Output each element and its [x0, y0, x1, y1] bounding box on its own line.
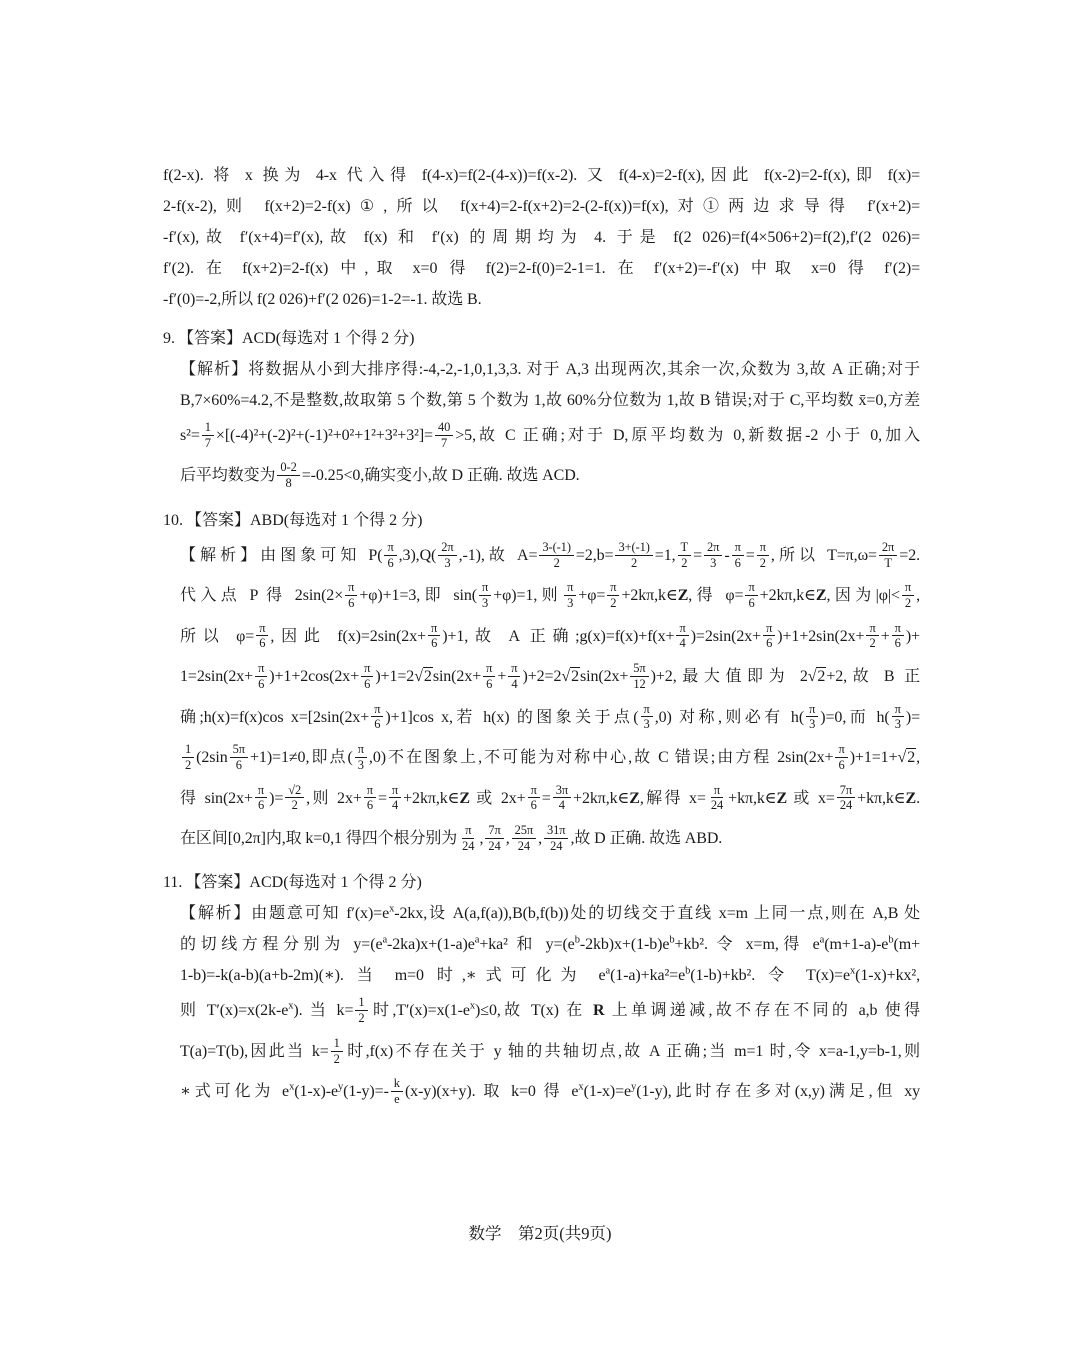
answer-heading: [163, 867, 920, 898]
fraction: $\frac{\pi}{3}$: [892, 702, 904, 732]
fraction: $\frac{k}{e}$: [391, 1076, 403, 1106]
solution-line: 代入点 P 得 2sin(2× $\frac{\pi}{6}$ +φ)+1=3,即 sin( $\frac{\pi}{3}$ +φ)=1,则 $\frac{\pi}{3}$ +φ= $\frac{\pi}{2}$ +2kπ,k∈Z,得 φ= $\frac{\pi}{6}$ +2kπ,k∈Z,因为|φ|< $\frac{\pi}{2}$ ,: [180, 580, 920, 611]
fraction: $\frac{1}{7}$: [202, 420, 214, 450]
sqrt: √2: [414, 668, 432, 686]
fraction: $\frac{0-2}{8}$: [277, 460, 299, 490]
answer-heading: [163, 323, 920, 354]
answer-text: 【答案】ACD(每选对 1 个得 2 分): [178, 330, 415, 347]
fraction: $\frac{\pi}{6}$: [483, 661, 495, 691]
sqrt: √2: [807, 668, 826, 686]
fraction: $\frac{\pi}{6}$: [892, 621, 904, 651]
solution-line: f′(2). 在 f(x+2)=2-f(x) 中,取 x=0 得 f(2)=2-f(0)=2-1=1. 在 f′(x+2)=-f′(x) 中取 x=0 得 f′(2)=: [163, 260, 920, 277]
fraction: $\frac{\pi}{6}$: [255, 783, 267, 813]
solution-line: 【解析】由题意可知 $f'(x)=e^x-2kx$,设 A(a,f(a)),B(b,f(b))处的切线交于直线 x=m 上同一点,则在 A,B 处: [180, 904, 920, 923]
solution-line: 则 $T'(x)=x(2k-e^x)$. 当 k= $\frac{1}{2}$ 时$,T'(x)=x(1-e^x)\le 0$,故 T(x) 在 R 上单调递减,故不存在不同的 a,b 使得: [180, 995, 920, 1026]
solution-line: f(2-x). 将 x 换为 4-x 代入得 f(4-x)=f(2-(4-x))=f(x-2). 又 f(4-x)=2-f(x),因此 f(x-2)=2-f(x),即 f(x)=: [163, 167, 920, 184]
fraction: $\frac{\pi}{6}$: [364, 783, 376, 813]
fraction: $\frac{\pi}{3}$: [355, 742, 367, 772]
fraction: $\frac{1}{2}$: [355, 995, 367, 1025]
fraction: $\frac{\pi}{24}$: [710, 782, 724, 813]
solution-line: 所以 φ= $\frac{\pi}{6}$ ,因此 f(x)=2sin(2x+ $\frac{\pi}{6}$ )+1,故 A 正确;g(x)=f(x)+f(x+ $\frac{\pi}{4}$ )=2sin(2x+ $\frac{\pi}{6}$ )+1+2sin(2x+ $\frac{\pi}{2}$ + $\frac{\pi}{6}$ )+: [180, 620, 920, 651]
fraction: $\frac{\pi}{6}$: [371, 702, 383, 732]
answer-heading: [163, 505, 920, 536]
fraction: $\frac{7\pi}{24}$: [837, 783, 855, 813]
fraction: $\frac{\pi}{6}$: [361, 661, 373, 691]
answer-block-q9: [163, 323, 920, 497]
fraction: $\frac{\pi}{4}$: [508, 661, 520, 691]
fraction: $\frac{√2}{2}$: [285, 783, 304, 813]
fraction: $\frac{\pi}{6}$: [528, 783, 540, 813]
fraction: $\frac{\pi}{2}$: [607, 580, 619, 610]
fraction: $\frac{\pi}{24}$: [462, 822, 475, 853]
solution-line: 得 sin(2x+ $\frac{\pi}{6}$ )= $\frac{√2}{2}$ ,则 2x+ $\frac{\pi}{6}$ = $\frac{\pi}{4}$ +2kπ,k∈Z 或 2x+ $\frac{\pi}{6}$ = $\frac{3\pi}{4}$ +2kπ,k∈Z,解得 x= $\frac{\pi}{24}$ +kπ,k∈Z 或 x= $\frac{7\pi}{24}$ +kπ,k∈Z.: [180, 782, 920, 813]
fraction: $\frac{3\pi}{4}$: [553, 783, 571, 813]
fraction: $\frac{\pi}{4}$: [676, 621, 688, 651]
answer-block-q10: [163, 505, 920, 860]
fraction: $\frac{\pi}{6}$: [255, 661, 267, 691]
solution-line: B,7×60%=4.2,不是整数,故取第 5 个数,第 5 个数为 1,故 60%分位数为 1,故 B 错误;对于 C,平均数 x̄=0,方差: [180, 392, 920, 409]
answer-text: 【答案】ACD(每选对 1 个得 2 分): [185, 874, 422, 892]
sqrt: √2: [561, 668, 579, 686]
fraction: $\frac{\pi}{6}$: [835, 742, 847, 772]
solution-line: ∗式可化为 $e^x(1-x)-e^y(1-y)=-$ $\frac{k}{e}$ (x-y)(x+y). 取 k=0 得 $e^x(1-x)=e^y(1-y)$,此时存在多对(x,y)满足,但 xy: [180, 1076, 920, 1106]
fraction: $\frac{\pi}{6}$: [732, 540, 744, 570]
solution-line: 1=2sin(2x+ $\frac{\pi}{6}$ )+1+2cos(2x+ $\frac{\pi}{6}$ )+1=2√2sin(2x+ $\frac{\pi}{6}$ + $\frac{\pi}{4}$ )+2=2√2sin(2x+ $\frac{5\pi}{12}$ )+2,最大值即为 2√2+2,故 B 正: [180, 661, 920, 691]
fraction: $\frac{31\pi}{24}$: [544, 823, 568, 853]
fraction: $\frac{3+(-1)}{2}$: [615, 540, 652, 570]
fraction: $\frac{1}{2}$: [331, 1036, 343, 1066]
solution-line: 2-f(x-2),则 f(x+2)=2-f(x)①,所以 f(x+4)=2-f(x+2)=2-(2-f(x))=f(x),对①两边求导得 f′(x+2)=: [163, 198, 920, 215]
fraction: $\frac{2\pi}{T}$: [879, 540, 897, 570]
fraction: $\frac{\pi}{6}$: [745, 580, 757, 610]
footer-text: 数学 第2页(共9页): [468, 1224, 612, 1243]
fraction: $\frac{2\pi}{3}$: [438, 540, 456, 570]
fraction: $\frac{\pi}{2}$: [902, 580, 914, 610]
fraction: $\frac{3-(-1)}{2}$: [539, 540, 573, 570]
fraction: $\frac{5\pi}{12}$: [630, 661, 648, 691]
answer-block-q11: [163, 867, 920, 1112]
question-number: 11.: [163, 874, 183, 892]
answer-block-q8-solution-continued: [163, 160, 920, 315]
solution-line: 1-b)=-k(a-b)(a+b-2m)(∗). 当 m=0 时,∗式可化为 $e^a(1-a)+ka^2=e^b(1-b)+kb^2$. 令 $T(x)=e^x(1-x)+kx^2$,: [180, 966, 920, 985]
fraction: $\frac{\pi}{6}$: [384, 540, 396, 570]
solution-line: 【解析】由图象可知 P( $\frac{\pi}{6}$ ,3),Q( $\frac{2\pi}{3}$ ,-1),故 A= $\frac{3-(-1)}{2}$ =2,b= $\frac{3+(-1)}{2}$ =1, $\frac{T}{2}$ = $\frac{2\pi}{3}$ - $\frac{\pi}{6}$ = $\frac{\pi}{2}$ ,所以 T=π,ω= $\frac{2\pi}{T}$ =2.: [180, 539, 920, 570]
sqrt: √2: [897, 748, 916, 766]
question-number: 10.: [163, 511, 183, 529]
solution-line: 在区间[0,2π]内,取 k=0,1 得四个根分别为 $\frac{\pi}{24}$ , $\frac{7\pi}{24}$ , $\frac{25\pi}{24}$ , $\frac{31\pi}{24}$ ,故 D 正确. 故选 ABD.: [180, 822, 723, 853]
solution-line: 后平均数变为 $\frac{0-2}{8}$ =-0.25<0,确实变小,故 D 正确. 故选 ACD.: [180, 460, 580, 491]
page-footer: [0, 1222, 1080, 1246]
fraction: $\frac{5\pi}{6}$: [230, 742, 248, 772]
fraction: $\frac{\pi}{6}$: [763, 621, 775, 651]
fraction: $\frac{\pi}{3}$: [564, 580, 576, 610]
solution-line: -f′(x),故 f′(x+4)=f′(x),故 f(x) 和 f′(x) 的周期均为 4. 于是 f(2 026)=f(4×506+2)=f(2),f′(2 026)=: [163, 229, 920, 246]
solutions-content: [163, 160, 920, 1113]
fraction: $\frac{25\pi}{24}$: [512, 823, 536, 853]
solution-line: s²= $\frac{1}{7}$ ×[(-4)²+(-2)²+(-1)²+0²+1²+3²+3²]= $\frac{40}{7}$ >5,故 C 正确;对于 D,原平均数为 0,新数据-2 小于 0,加入: [180, 420, 920, 450]
solution-line: 【解析】将数据从小到大排序得:-4,-2,-1,0,1,3,3. 对于 A,3 出现两次,其余一次,众数为 3,故 A 正确;对于: [180, 361, 920, 378]
fraction: $\frac{\pi}{3}$: [806, 702, 818, 732]
fraction: $\frac{\pi}{6}$: [345, 580, 357, 610]
solution-line: T(a)=T(b),因此当 k= $\frac{1}{2}$ 时,f(x)不存在关于 y 轴的共轴切点,故 A 正确;当 m=1 时,令 x=a-1,y=b-1,则: [180, 1035, 920, 1066]
fraction: $\frac{2\pi}{3}$: [704, 540, 722, 570]
solution-line: -f′(0)=-2,所以 f(2 026)+f′(2 026)=1-2=-1. 故选 B.: [163, 291, 482, 308]
fraction: $\frac{T}{2}$: [678, 540, 692, 570]
fraction: $\frac{40}{7}$: [435, 420, 453, 450]
fraction: $\frac{\pi}{3}$: [641, 702, 653, 732]
solution-line: $\frac{1}{2}$ (2sin $\frac{5\pi}{6}$ +1)=1≠0,即点( $\frac{\pi}{3}$ ,0)不在图象上,不可能为对称中心,故 C 错误;由方程 2sin(2x+ $\frac{\pi}{6}$ )+1=1+√2,: [180, 738, 920, 778]
fraction: $\frac{\pi}{3}$: [479, 580, 491, 610]
fraction: $\frac{1}{2}$: [182, 742, 194, 772]
solution-line: 的切线方程分别为 $y=(e^a-2ka)x+(1-a)e^a+ka^2$ 和 $y=(e^b-2kb)x+(1-b)e^b+kb^2$. 令 x=m,得 $e^a(m+1-a)-e^b(m+$: [180, 935, 920, 954]
fraction: $\frac{\pi}{2}$: [757, 540, 769, 570]
fraction: $\frac{\pi}{6}$: [256, 621, 268, 651]
fraction: $\frac{\pi}{4}$: [389, 783, 401, 813]
solution-line: 确;h(x)=f(x)cos x=[2sin(2x+ $\frac{\pi}{6}$ )+1]cos x,若 h(x) 的图象关于点( $\frac{\pi}{3}$ ,0) 对称,则必有 h( $\frac{\pi}{3}$ )=0,而 h( $\frac{\pi}{3}$ )=: [180, 701, 921, 732]
fraction: $\frac{7\pi}{24}$: [485, 823, 503, 853]
answer-text: 【答案】ABD(每选对 1 个得 2 分): [186, 511, 423, 529]
fraction: $\frac{\pi}{6}$: [428, 621, 440, 651]
question-number: 9.: [163, 330, 175, 347]
fraction: $\frac{\pi}{2}$: [866, 621, 878, 651]
